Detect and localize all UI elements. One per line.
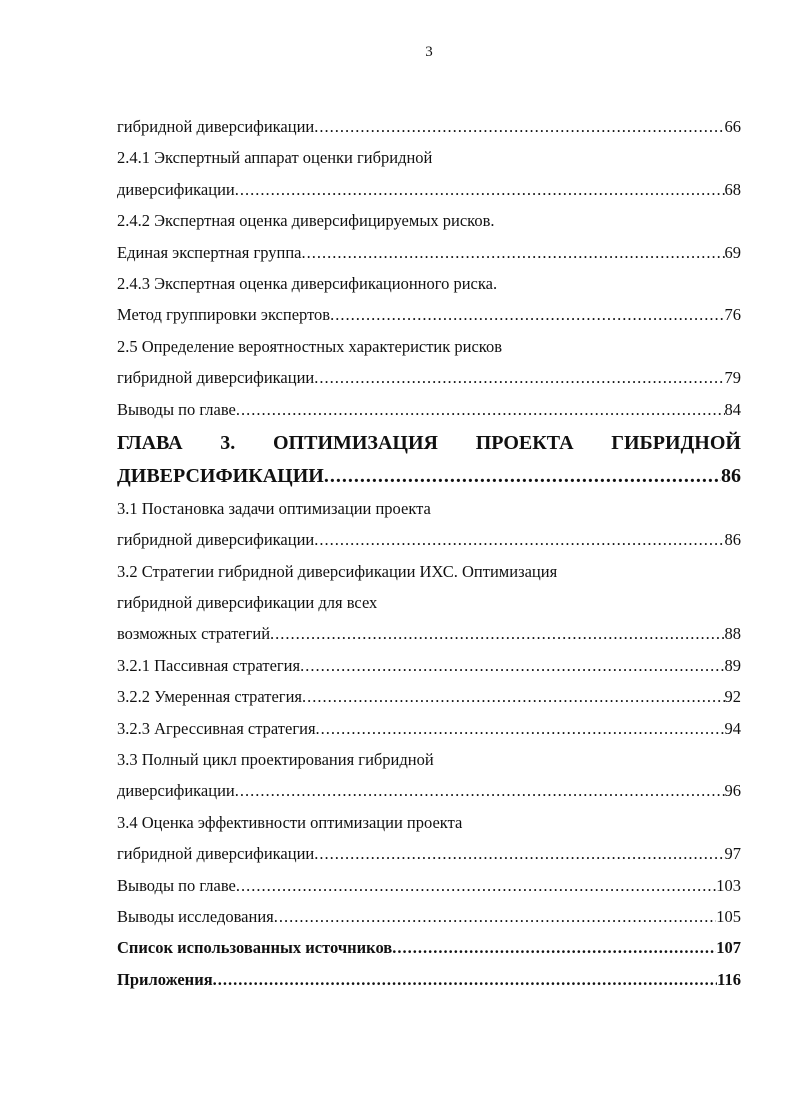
toc-entry-page: 84 [724, 399, 741, 419]
toc-entry-title: диверсификации [117, 179, 235, 199]
toc-entry [117, 299, 741, 330]
toc-entry-title: 3.2.2 Умеренная стратегия [117, 687, 302, 707]
chapter-title: ДИВЕРСИФИКАЦИИ [117, 464, 324, 487]
toc-leader-dots [314, 111, 724, 142]
toc-entry-page: 68 [724, 179, 741, 199]
toc-entry [117, 362, 741, 393]
toc-entry [117, 870, 741, 901]
toc-entry-title: диверсификации [117, 781, 235, 801]
toc-leader-dots [270, 618, 724, 649]
toc-entry-title: Единая экспертная группа [117, 242, 302, 262]
toc-entry-title: гибридной диверсификации [117, 117, 315, 136]
toc-entry-heading: 2.4.3 Экспертная оценка диверсификационного риска. [117, 273, 498, 293]
toc-entry [117, 681, 741, 712]
chapter-word: ОПТИМИЗАЦИЯ [272, 431, 438, 454]
toc-entry-page: 96 [724, 781, 741, 801]
toc-leader-dots [213, 964, 718, 995]
toc-entry-heading: 3.3 Полный цикл проектирования гибридной [117, 750, 434, 770]
toc-leader-dots [316, 713, 725, 744]
toc-entry-page: 107 [716, 938, 741, 958]
toc-entry-title: Выводы исследования [117, 906, 274, 926]
chapter-word: 3. [220, 431, 236, 454]
toc-entry-page: 86 [724, 530, 741, 550]
toc-leader-dots [236, 394, 725, 425]
toc-entry-title: Выводы по главе [117, 399, 236, 419]
toc-entry [117, 174, 741, 205]
toc-entry-title: Приложения [117, 969, 213, 989]
toc-entry-appendices [117, 964, 741, 995]
table-of-contents [117, 111, 741, 995]
toc-entry-heading: 3.1 Постановка задачи оптимизации проекта [117, 498, 431, 518]
toc-leader-dots [236, 870, 716, 901]
toc-entry-page: 69 [724, 242, 741, 262]
toc-entry [117, 650, 741, 681]
toc-entry [117, 901, 741, 932]
toc-entry-heading: 2.5 Определение вероятностных характеристик рисков [117, 336, 503, 356]
toc-leader-dots [324, 460, 721, 493]
toc-entry-page: 97 [724, 844, 741, 864]
toc-entry-page: 76 [724, 305, 741, 325]
toc-entry-title: гибридной диверсификации [117, 530, 315, 550]
toc-entry-title: 3.2.3 Агрессивная стратегия [117, 718, 316, 738]
toc-leader-dots [300, 650, 724, 681]
toc-entry [117, 524, 741, 555]
toc-entry [117, 394, 741, 425]
toc-entry-title: гибридной диверсификации [117, 844, 315, 864]
toc-entry-title: Выводы по главе [117, 875, 236, 895]
toc-entry-page: 103 [716, 875, 741, 895]
chapter-heading [117, 427, 741, 460]
toc-entry-references [117, 932, 741, 963]
toc-entry-heading: 3.2 Стратегии гибридной диверсификации ИХС. Оптимизация [117, 561, 558, 581]
page-number: 3 [425, 44, 433, 60]
toc-entry-heading: гибридной диверсификации для всех [117, 593, 378, 613]
toc-entry-heading: 2.4.2 Экспертная оценка диверсифицируемых рисков. [117, 211, 495, 231]
toc-entry [117, 775, 741, 806]
chapter-word: ГИБРИДНОЙ [611, 431, 741, 454]
chapter-word: ГЛАВА [117, 431, 183, 454]
toc-leader-dots [314, 838, 724, 869]
chapter-page: 86 [721, 464, 741, 487]
toc-entry-page: 116 [717, 969, 741, 989]
toc-entry-title: гибридной диверсификации [117, 368, 315, 388]
toc-entry-title: Метод группировки экспертов [117, 305, 331, 325]
toc-entry [117, 618, 741, 649]
chapter-entry [117, 460, 741, 493]
toc-entry-page: 92 [724, 687, 741, 707]
toc-entry-page: 94 [724, 718, 741, 738]
toc-leader-dots [392, 932, 716, 963]
toc-entry [117, 838, 741, 869]
toc-entry-page: 89 [724, 655, 741, 675]
toc-entry-title: возможных стратегий [117, 624, 271, 644]
toc-entry-page: 66 [724, 117, 741, 136]
toc-leader-dots [314, 362, 724, 393]
toc-leader-dots [301, 237, 724, 268]
toc-leader-dots [274, 901, 716, 932]
chapter-word: ПРОЕКТА [475, 431, 574, 454]
toc-entry-heading: 2.4.1 Экспертный аппарат оценки гибридной [117, 148, 433, 168]
toc-leader-dots [314, 524, 724, 555]
toc-entry-page: 79 [724, 368, 741, 388]
toc-entry-page: 105 [716, 906, 741, 926]
toc-entry [117, 111, 741, 142]
toc-leader-dots [330, 299, 724, 330]
toc-leader-dots [235, 174, 725, 205]
toc-entry-title: 3.2.1 Пассивная стратегия [117, 655, 301, 675]
toc-entry [117, 237, 741, 268]
toc-leader-dots [235, 775, 725, 806]
toc-entry-page: 88 [724, 624, 741, 644]
toc-entry-heading: 3.4 Оценка эффективности оптимизации проекта [117, 812, 463, 832]
toc-entry-title: Список использованных источников [117, 938, 393, 958]
toc-leader-dots [302, 681, 725, 712]
toc-entry [117, 713, 741, 744]
